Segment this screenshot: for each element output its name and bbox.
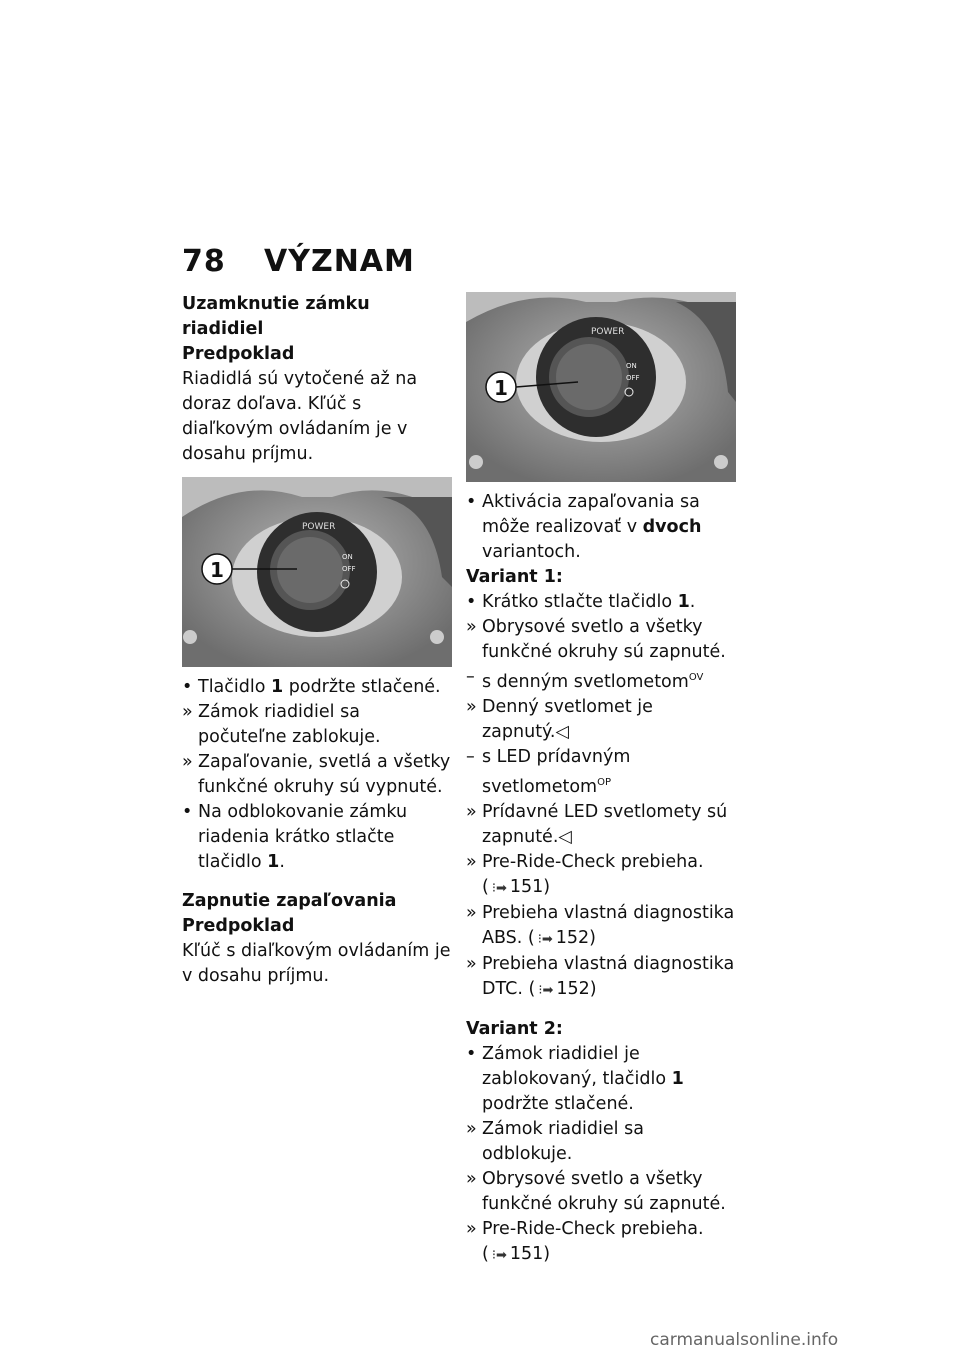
section-subtitle-precondition-2: Predpoklad xyxy=(182,916,295,936)
page-ref-arrow-icon: ⁝➡ xyxy=(491,1247,507,1263)
watermark: carmanualsonline.info xyxy=(650,1330,839,1350)
check-abs: » Prebieha vlastná diagnostika ABS. ( ⁝➡ 152) xyxy=(466,901,738,952)
photo-ignition-switch xyxy=(182,477,452,667)
intro-two-variants: • Aktivácia zapaľovania sa môže realizovať v dvoch variantoch. xyxy=(466,492,702,562)
page-number: 78 xyxy=(182,244,226,279)
page-ref-arrow-icon: ⁝➡ xyxy=(537,931,553,947)
v1-step-press: • Krátko stlačte tlačidlo 1. xyxy=(466,592,696,612)
photo-ignition-switch-2 xyxy=(466,292,736,482)
section-title-lock: Uzamknutie zámku riadidiel xyxy=(182,294,370,339)
variant1-title: Variant 1: xyxy=(466,567,563,587)
precondition-text-2: Kľúč s diaľkovým ovládaním je v dosahu príjmu. xyxy=(182,941,451,986)
variant2-title: Variant 2: xyxy=(466,1018,563,1039)
callout-number-2: 1 xyxy=(494,376,508,400)
on-label: ON xyxy=(342,553,353,561)
right-column xyxy=(466,292,738,1268)
step-press-button: • Tlačidlo 1 podržte stlačené. xyxy=(182,677,441,697)
power-label-2: POWER xyxy=(591,327,625,337)
chapter-title: VÝZNAM xyxy=(264,244,415,279)
page-header xyxy=(182,244,415,279)
page-ref[interactable]: 152 xyxy=(556,978,590,999)
result-daytime-light-on: » Denný svetlomet je zapnutý.◁ xyxy=(466,696,653,742)
v2-check-pre-ride: » Pre-Ride-Check prebieha. ( ⁝➡ 151) xyxy=(466,1217,738,1268)
power-label: POWER xyxy=(302,522,336,532)
option-daytime-light: – s denným svetlometom$^{OV}$ xyxy=(466,667,704,692)
page-ref[interactable]: 152 xyxy=(555,927,590,948)
step-unlock: • Na odblokovanie zámku riadenia krátko stlačte tlačidlo 1. xyxy=(182,802,408,872)
page-ref[interactable]: 151 xyxy=(509,876,544,897)
end-mark-icon: ◁ xyxy=(555,721,569,742)
page-ref[interactable]: 151 xyxy=(509,1243,544,1264)
section-title-ignition: Zapnutie zapaľovania xyxy=(182,891,397,911)
off-label-2: OFF xyxy=(626,374,640,382)
v2-step-hold: • Zámok riadidiel je zablokovaný, tlačidlo 1 podržte stlačené. xyxy=(466,1043,684,1114)
check-pre-ride: » Pre-Ride-Check prebieha. ( ⁝➡ 151) xyxy=(466,850,738,901)
result-led-aux-on: » Prídavné LED svetlomety sú zapnuté.◁ xyxy=(466,801,728,847)
option-led-aux-light: – s LED prídavným svetlometom$^{OP}$ xyxy=(466,746,631,797)
v1-result-lights-on: » Obrysové svetlo a všetky funkčné okruhy sú zapnuté. xyxy=(466,617,726,662)
v2-result-unlock: » Zámok riadidiel sa odblokuje. xyxy=(466,1118,644,1164)
on-label-2: ON xyxy=(626,362,637,370)
result-all-off: » Zapaľovanie, svetlá a všetky funkčné okruhy sú vypnuté. xyxy=(182,752,451,797)
end-mark-icon: ◁ xyxy=(558,826,572,847)
section-subtitle-precondition: Predpoklad xyxy=(182,344,295,364)
check-dtc: » Prebieha vlastná diagnostika DTC. ( ⁝➡ 152) xyxy=(466,952,738,1003)
off-label: OFF xyxy=(342,565,356,573)
page-ref-arrow-icon: ⁝➡ xyxy=(538,982,554,998)
v2-result-lights-on: » Obrysové svetlo a všetky funkčné okruhy sú zapnuté. xyxy=(466,1168,726,1214)
result-lock-engaged: » Zámok riadidiel sa počuteľne zablokuje. xyxy=(182,702,381,747)
left-column xyxy=(182,292,454,989)
page-ref-arrow-icon: ⁝➡ xyxy=(491,880,507,896)
precondition-text: Riadidlá sú vytočené až na doraz doľava. Kľúč s diaľkovým ovládaním je v dosahu príjmu. xyxy=(182,369,418,464)
callout-number: 1 xyxy=(210,558,224,582)
